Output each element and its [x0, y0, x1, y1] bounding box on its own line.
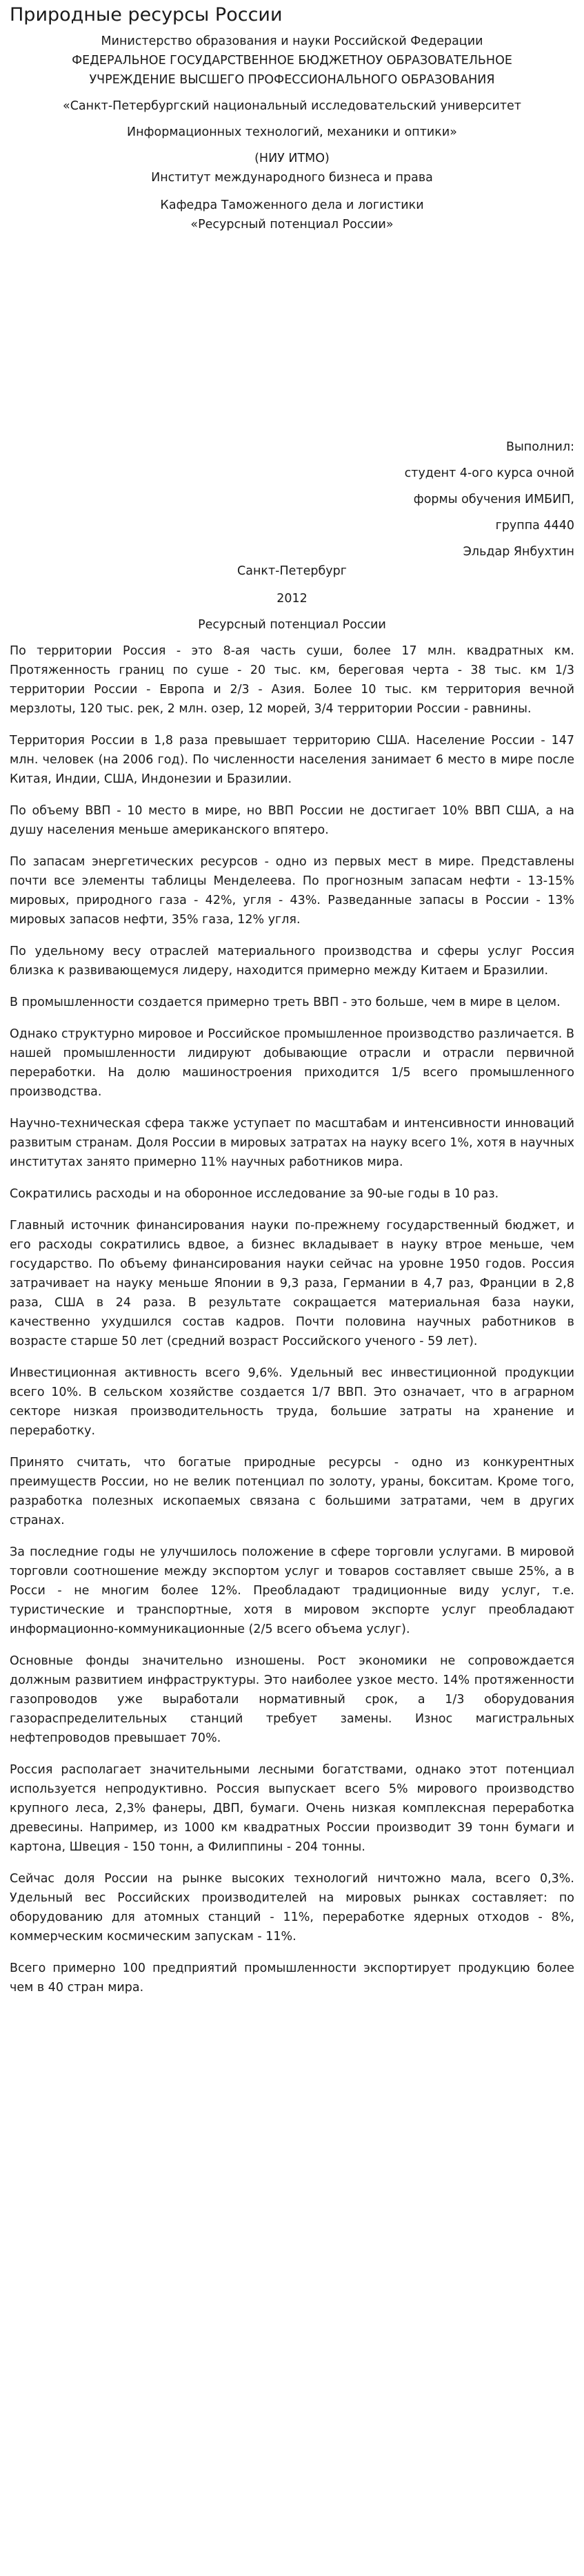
paragraph: По запасам энергетических ресурсов - одно из первых мест в мире. Представлены почти все элементы таблицы Менделеева. По прогнозным запасам нефти - 13-15% мировых, природного газа - 42%, угля - 43%. Разведанные запасы в России - 13% мировых запасов нефти, 35% газа, 12% угля.	[10, 855, 574, 927]
paragraph: Однако структурно мировое и Российское промышленное производство различается. В нашей промышленности лидируют добывающие отрасли и отрасли первичной переработки. На долю машиностроения приходится 1/5 всего промышленного производства.	[10, 1027, 574, 1099]
institution-type-line-1: ФЕДЕРАЛЬНОЕ ГОСУДАРСТВЕННОЕ БЮДЖЕТНОУ ОБРАЗОВАТЕЛЬНОЕ	[72, 54, 512, 68]
paragraph: Главный источник финансирования науки по-прежнему государственный бюджет, и его расходы сократились вдвое, а бизнес вкладывает в науку втрое меньше, чем государство. По объему финансирования науки сейчас на уровне 1950 годов. Россия затрачивает на науку меньше Японии в 9,3 раза, Германии в 4,7 раз, Франции в 2,8 раза, США в 24 раза. В результате сокращается материальная база науки, качественно ухудшился состав кадров. Почти половина научных работников в возрасте старше 50 лет (средний возраст Российского ученого - 59 лет).	[10, 1219, 574, 1348]
paragraph: Всего примерно 100 предприятий промышленности экспортирует продукцию более чем в 40 стран мира.	[10, 1961, 574, 1995]
paragraph: По объему ВВП - 10 место в мире, но ВВП России не достигает 10% ВВП США, а на душу населения меньше американского впятеро.	[10, 804, 574, 837]
city-line: Санкт-Петербург	[237, 564, 347, 578]
paragraph: Инвестиционная активность всего 9,6%. Удельный вес инвестиционной продукции всего 10%. В сельском хозяйстве создается 1/7 ВВП. Это означает, что в аграрном секторе низкая производительность труда, большие затраты на хранение и переработку.	[10, 1366, 574, 1438]
ministry-line: Министерство образования и науки Российской Федерации	[101, 34, 483, 48]
paragraph: Основные фонды значительно изношены. Рост экономики не сопровождается должным развитием инфраструктуры. Это наиболее узкое место. 14% протяженности газопроводов уже выработали нормативный срок, а 1/3 оборудования газораспределительных станций требует замены. Износ магистральных нефтепроводов превышает 70%.	[10, 1654, 574, 1745]
page-title: Природные ресурсы России	[10, 4, 283, 25]
paragraph: Россия располагает значительными лесными богатствами, однако этот потенциал используется непродуктивно. Россия выпускает всего 5% мирового производство крупного леса, 2,3% фанеры, ДВП, бумаги. Очень низкая комплексная переработка древесины. Например, из 1000 км квадратных России производит 39 тонн бумаги и картона, Швеция - 150 тонн, а Филиппины - 204 тонны.	[10, 1763, 574, 1854]
paragraph: В промышленности создается примерно треть ВВП - это больше, чем в мире в целом.	[10, 996, 561, 1009]
section-title: Ресурсный потенциал России	[198, 618, 386, 632]
group-line: группа 4440	[495, 519, 574, 533]
institute-name: Институт международного бизнеса и права	[151, 171, 433, 185]
department-name: Кафедра Таможенного дела и логистики	[160, 198, 424, 212]
paragraph: По территории Россия - это 8-ая часть суши, более 17 млн. квадратных км. Протяженность границ по суше - 20 тыс. км, береговая черта - 38 тыс. км 1/3 территории России - Европа и 2/3 - Азия. Более 10 тыс. км территория вечной мерзлоты, 120 тыс. рек, 2 млн. озер, 12 морей, 3/4 территории России - равнины.	[10, 644, 574, 716]
author-name: Эльдар Янбухтин	[463, 545, 574, 559]
paragraph: Территория России в 1,8 раза превышает территорию США. Население России - 147 млн. человек (на 2006 год). По численности населения занимает 6 место в мире после Китая, Индии, США, Индонезии и Бразилии.	[10, 734, 574, 786]
author-block	[10, 437, 574, 561]
study-form-line: формы обучения ИМБИП,	[413, 493, 574, 506]
university-line-1: «Санкт-Петербургский национальный исследовательский университет	[62, 99, 522, 113]
title-page	[10, 32, 574, 608]
paragraph: По удельному весу отраслей материального производства и сферы услуг Россия близка к развивающемуся лидеру, находится примерно между Китаем и Бразилии.	[10, 945, 574, 978]
paragraph: Сократились расходы и на оборонное исследование за 90-ые годы в 10 раз.	[10, 1187, 499, 1201]
year-line: 2012	[276, 592, 308, 606]
work-title: «Ресурсный потенциал России»	[190, 218, 394, 231]
performed-by-label: Выполнил:	[505, 440, 574, 454]
student-line: студент 4-ого курса очной	[404, 466, 574, 480]
paragraph: Принято считать, что богатые природные ресурсы - одно из конкурентных преимуществ России, но не велик потенциал по золоту, ураны, бокситам. Кроме того, разработка полезных ископаемых связана с большими затратами, чем в других странах.	[10, 1456, 574, 1527]
university-abbreviation: (НИУ ИТМО)	[254, 152, 330, 165]
institution-type-line-2: УЧРЕЖДЕНИЕ ВЫСШЕГО ПРОФЕССИОНАЛЬНОГО ОБРАЗОВАНИЯ	[89, 73, 495, 87]
university-line-2: Информационных технологий, механики и оптики»	[127, 125, 457, 139]
body-text	[10, 641, 574, 1997]
paragraph: Сейчас доля России на рынке высоких технологий ничтожно мала, всего 0,3%. Удельный вес Российских производителей на мировых рынках составляет: по оборудованию для атомных станций - 11%, переработке ядерных отходов - 8%, коммерческим космическим запускам - 11%.	[10, 1872, 574, 1944]
paragraph: Научно-техническая сфера также уступает по масштабам и интенсивности инноваций развитым странам. Доля России в мировых затратах на науку всего 1%, хотя в научных институтах занято примерно 11% научных работников мира.	[10, 1117, 574, 1169]
paragraph: За последние годы не улучшилось положение в сфере торговли услугами. В мировой торговли соотношение между экспортом услуг и товаров составляет свыше 25%, а в Росси - не многим более 12%. Преобладают традиционные виду услуг, т.е. туристические и транспортные, хотя в мировом экспорте услуг преобладают информационно-коммуникационные (2/5 всего объема услуг).	[10, 1545, 574, 1636]
